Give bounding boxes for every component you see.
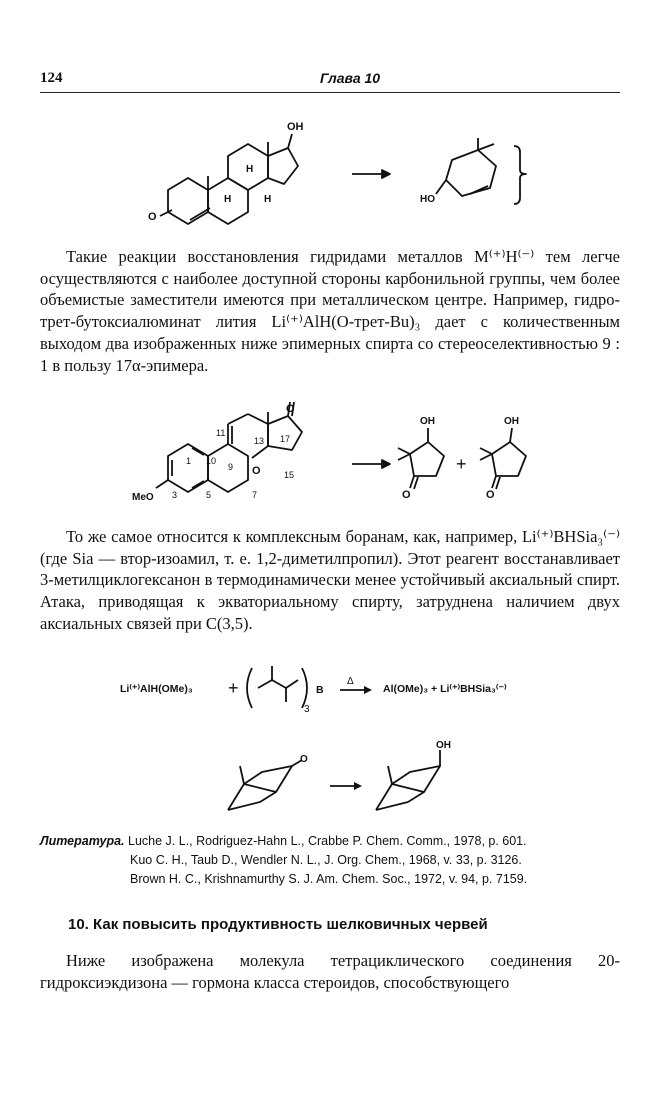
plus-sign: +: [456, 454, 467, 474]
o-label: O: [300, 754, 308, 765]
o-label: O: [402, 489, 411, 501]
h-label: H: [246, 164, 254, 175]
locant-label: 9: [228, 462, 234, 472]
reference-entry: Brown H. C., Krishnamurthy S. J. Am. Chem. Soc., 1972, v. 94, p. 7159.: [130, 872, 528, 886]
subscript-label: 3: [304, 704, 310, 715]
boron-label: B: [316, 684, 324, 696]
oh-label: OH: [287, 121, 304, 133]
locant-label: 13: [254, 436, 265, 446]
o-label: O: [286, 403, 295, 415]
scheme-estrone-reduction: [0, 402, 663, 512]
page-header: [40, 70, 620, 93]
section-heading: 10. Как повысить продуктивность шелковичных червей: [68, 916, 488, 933]
o-label: O: [252, 465, 261, 477]
h-label: H: [264, 194, 272, 205]
scheme-cyclohexanone-reduction: [0, 740, 663, 820]
locant-label: 11: [216, 428, 226, 438]
page-number: 124: [40, 70, 63, 86]
locant-label: 1: [186, 456, 192, 466]
scheme-reagent-equation: [0, 660, 663, 720]
locant-label: 15: [284, 470, 295, 480]
reference-entry: Luche J. L., Rodriguez-Hahn L., Crabbe P. Chem. Comm., 1978, p. 601.: [128, 834, 527, 848]
o-label: O: [486, 489, 495, 501]
locant-label: 17: [280, 434, 291, 444]
running-head: Глава 10: [320, 70, 381, 86]
h-label: H: [224, 194, 232, 205]
locant-label: 7: [252, 490, 258, 500]
paragraph-text: То же самое относится к комплексным боранам, как, например, Li⁽⁺⁾BHSia₃⁽⁻⁾ (где Sia — втор-изоамил, т. е. 1,2-диметилпропил). Этот реагент восстанавливает 3-метилциклогексанон в термодинамически менее устойчивый аксиальный спирт. Атака, приводящая к экваториальному спирту, затруднена наличием двух аксиальных связей при С(3,5).: [40, 527, 620, 633]
locant-label: 5: [206, 490, 212, 500]
reference-entry: Kuo C. H., Taub D., Wendler N. L., J. Org. Chem., 1968, v. 33, p. 3126.: [130, 853, 522, 867]
paragraph: [40, 246, 620, 376]
references: [40, 832, 630, 889]
paragraph: [40, 526, 620, 635]
paragraph-text: Такие реакции восстановления гидридами металлов M⁽⁺⁾H⁽⁻⁾ тем легче осуществляются с наиболее доступной стороны карбонильной группы, чем более объемистые заместители имеются при металлическом центре. Например, гидро-трет-бутоксиалюминат лития Li⁽⁺⁾AlH(O-трет-Bu)₃ дает с количественным выходом два изображенных ниже эпимерных спирта со стереоселективностью 9 : 1 в пользу 17α-эпимера.: [40, 247, 620, 375]
locant-label: 10: [206, 456, 217, 466]
references-label: Литература.: [40, 834, 125, 848]
plus-sign: +: [228, 678, 239, 698]
reagent-label: Li⁽⁺⁾AlH(OMe)₃: [120, 683, 193, 695]
product-label: Al(OMe)₃ + Li⁽⁺⁾BHSia₃⁽⁻⁾: [383, 683, 507, 695]
paragraph-text: Ниже изображена молекула тетрациклического соединения 20-гидроксиэкдизона — гормона класса стероидов, способствующего: [40, 951, 620, 992]
ho-label: HO: [420, 194, 435, 205]
oh-label: OH: [420, 416, 435, 427]
scheme-steroid-reduction: [0, 110, 663, 240]
delta-label: Δ: [347, 676, 354, 687]
o-label: O: [148, 211, 157, 223]
paragraph: [40, 950, 620, 993]
oh-label: OH: [436, 740, 451, 751]
oh-label: OH: [504, 416, 519, 427]
locant-label: 3: [172, 490, 178, 500]
meo-label: MeO: [132, 492, 154, 503]
